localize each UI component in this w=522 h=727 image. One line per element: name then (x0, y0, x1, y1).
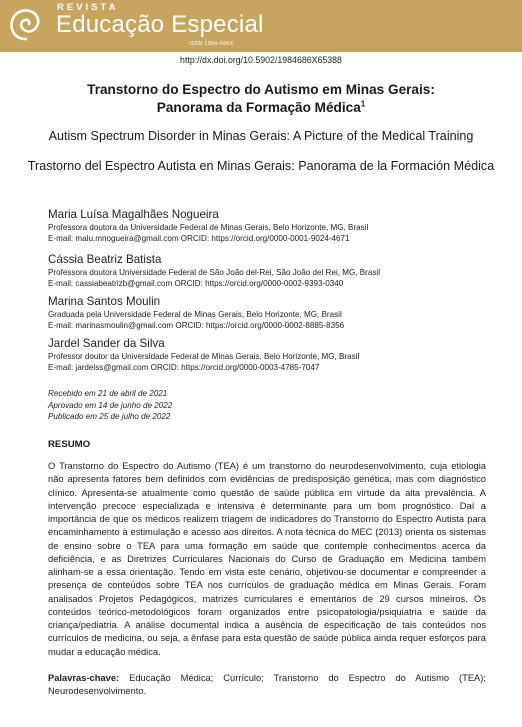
article-title (20, 81, 502, 117)
article-title-line1: Transtorno do Espectro do Autismo em Minas Gerais: (87, 82, 435, 97)
author-affiliation: Graduada pela Universidade Federal de Minas Gerais, Belo Horizonte, MG, Brasil (48, 310, 342, 319)
author-name: Cássia Beatriz Batista (48, 253, 162, 266)
author-name: Marina Santos Moulin (48, 295, 161, 308)
author-contact[interactable]: E-mail: jardelss@gmail.com ORCID: https://orcid.org/0000-0003-4785-7047 (48, 363, 320, 372)
author-affiliation: Professor doutor da Universidade Federal de Minas Gerais, Belo Horizonte, MG, Brasil (48, 352, 360, 361)
received-date: Recebido em 21 de abril de 2021 (48, 389, 168, 398)
abstract-heading: RESUMO (48, 439, 91, 450)
keywords-label: Palavras-chave: (48, 673, 120, 683)
author-name: Jardel Sander da Silva (48, 337, 165, 350)
article-title-spanish: Trastorno del Espectro Autista en Minas Gerais: Panorama de la Formación Médica (27, 159, 495, 173)
article-title-english: Autism Spectrum Disorder in Minas Gerais: A Picture of the Medical Training (48, 129, 474, 143)
journal-brand-small: REVISTA (57, 2, 119, 13)
author-block (48, 295, 488, 331)
publication-dates (48, 388, 172, 423)
author-block (48, 208, 488, 244)
journal-brand-name: Educação Especial (56, 11, 264, 38)
author-contact[interactable]: E-mail: cassiabeatrizb@gmail.com ORCID: https://orcid.org/0000-0002-9393-0340 (48, 279, 344, 288)
author-block (48, 253, 488, 289)
article-title-line2 (20, 99, 502, 117)
title-footnote-marker[interactable]: 1 (360, 99, 366, 109)
author-affiliation: Professora doutora Universidade Federal de São João del-Rei, São João del Rei, MG, Brasil (48, 268, 381, 277)
author-contact[interactable]: E-mail: malu.mnogueira@gmail.com ORCID: https://orcid.org/0000-0001-9024-4671 (48, 234, 350, 243)
author-block (48, 337, 488, 373)
approved-date: Aprovado em 14 de junho de 2022 (48, 400, 173, 410)
issn-label: ISSN 1984-686X (189, 41, 234, 47)
keywords-list: Educação Médica; Currículo; Transtorno do Espectro do Autismo (TEA); Neurodesenvolvimento. (48, 673, 486, 697)
doi-link[interactable]: http://dx.doi.org/10.5902/1984686X65388 (180, 55, 342, 65)
journal-banner (0, 0, 522, 52)
keywords (48, 672, 486, 699)
published-date: Publicado em 25 de julho de 2022 (48, 412, 171, 421)
spiral-logo-icon (6, 5, 46, 43)
author-name: Maria Luísa Magalhães Nogueira (48, 208, 219, 221)
author-contact[interactable]: E-mail: marinasmoulin@gmail.com ORCID: https://orcid.org/0000-0002-8885-8356 (48, 321, 345, 330)
author-affiliation: Professora doutora da Universidade Federal de Minas Gerais, Belo Horizonte, MG, Brasil (48, 223, 369, 232)
abstract-body: O Transtorno do Espectro do Autismo (TEA) é um transtorno do neurodesenvolvimento, cuja etiologia não apresenta fatores bem definidos com evidências de predisposição genética, mas com diagnóstico clínico. Apresenta-se atualmente como questão de saúde pública em virtude da alta prevalência. A intervenção precoce especializada e intensiva é determinante para um bom prognóstico. Daí a importância de que os médicos realizem triagem de indicadores do Transtorno do Espectro Autista para encaminhamento à estimulação e acesso aos direitos. A nota técnica do MEC (2013) orienta os sistemas de ensino sobre o TEA para uma formação em saúde que contemple conhecimentos acerca da deficiência, e as Diretrizes Curriculares Nacionais do Curso de Graduação em Medicina também alinham-se a essa orientação. Tendo em vista este cenário, objetivou-se documentar e compreender a presença de conteúdos sobre TEA nos currículos de graduação médica em Minas Gerais. Foram analisados Projetos Pedagógicos, matrizes curriculares e ementários de 29 cursos mineiros. Os conteúdos teórico-metodológicos foram organizados entre psicopatologia/psiquiatria e saúde da criança/pediatria. A análise documental indica a ausência de especificação de tais conteúdos nos currículos de medicina, ou seja, a ênfase para esta questão de saúde pública ainda requer esforços para mudar a educação médica. (48, 461, 486, 657)
article-title-line2-text: Panorama da Formação Médica (156, 100, 361, 115)
